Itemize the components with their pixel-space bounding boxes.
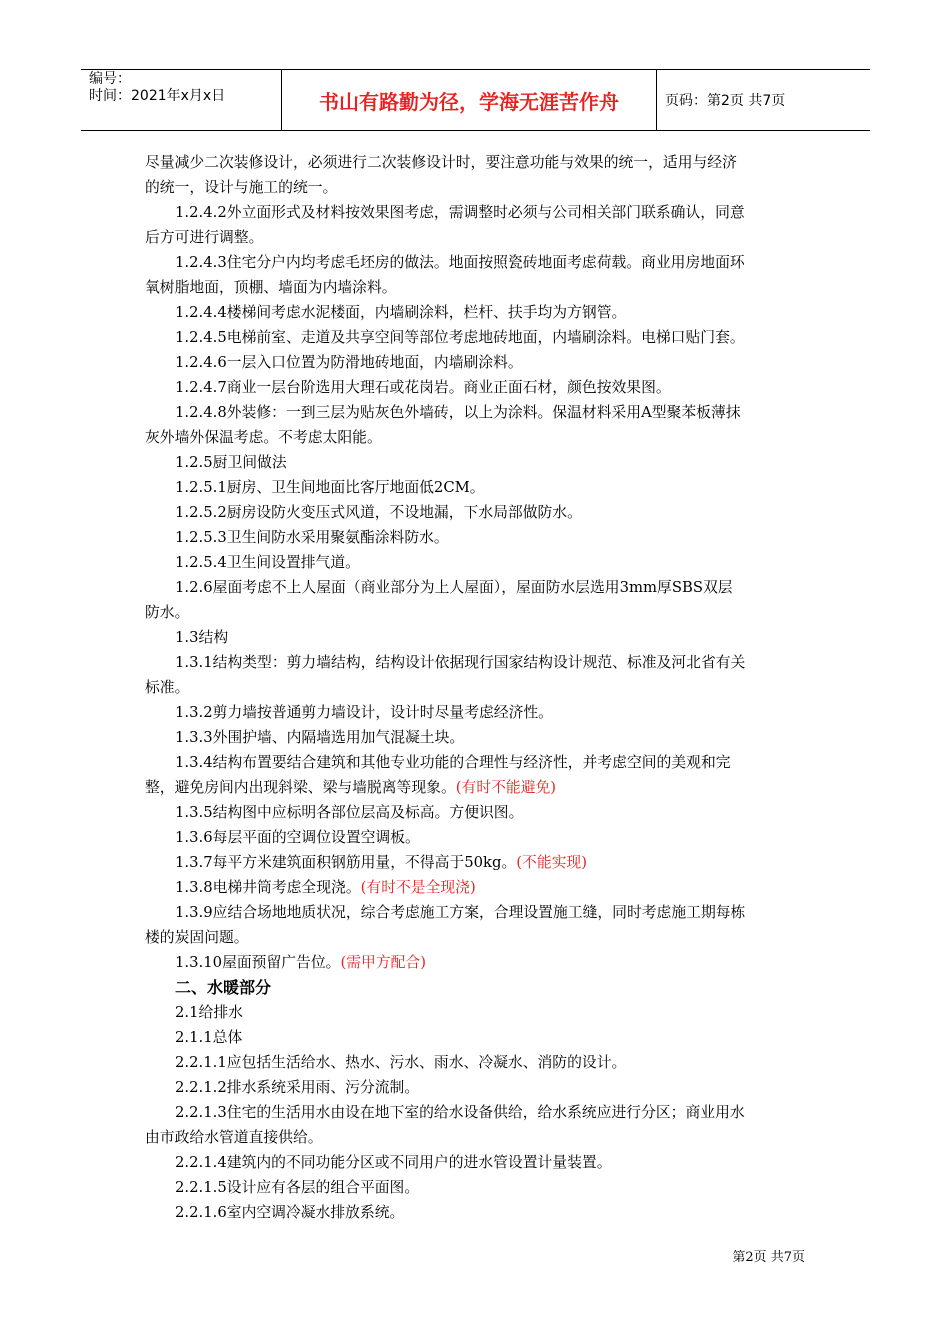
paragraph-text: 1.2.6屋面考虑不上人屋面（商业部分为上人屋面），屋面防水层选用3mm厚SBS双层	[175, 579, 733, 596]
annotation-note: (有时不能避免)	[455, 779, 557, 796]
paragraph-line	[145, 775, 808, 800]
paragraph-text: 2.2.1.1应包括生活给水、热水、污水、雨水、冷凝水、消防的设计。	[175, 1054, 627, 1071]
paragraph-line	[145, 825, 808, 850]
paragraph-line	[145, 950, 808, 975]
paragraph-line	[145, 325, 808, 350]
paragraph-line	[145, 275, 808, 300]
paragraph-text: 2.2.1.3住宅的生活用水由设在地下室的给水设备供给，给水系统应进行分区；商业用水	[175, 1104, 745, 1121]
paragraph-text: 1.2.4.2外立面形式及材料按效果图考虑，需调整时必须与公司相关部门联系确认，同意	[175, 204, 745, 221]
paragraph-line	[145, 400, 808, 425]
paragraph-line	[145, 375, 808, 400]
paragraph-text: 灰外墙外保温考虑。不考虑太阳能。	[145, 429, 382, 446]
paragraph-text: 整，避免房间内出现斜梁、梁与墙脱离等现象。	[145, 779, 456, 796]
paragraph-line	[145, 1200, 808, 1225]
paragraph-text: 由市政给水管道直接供给。	[145, 1129, 323, 1146]
paragraph-line	[145, 1150, 808, 1175]
paragraph-text: 1.3.9应结合场地地质状况，综合考虑施工方案，合理设置施工缝，同时考虑施工期每栋	[175, 904, 746, 921]
paragraph-text: 1.3.3外围护墙、内隔墙选用加气混凝土块。	[175, 729, 465, 746]
paragraph-text: 标准。	[145, 679, 190, 696]
paragraph-line	[145, 225, 808, 250]
annotation-note: (有时不是全现浇)	[360, 879, 476, 896]
paragraph-line	[145, 1000, 808, 1025]
paragraph-text: 1.3.2剪力墙按普通剪力墙设计，设计时尽量考虑经济性。	[175, 704, 553, 721]
paragraph-line	[145, 1025, 808, 1050]
header-divider	[656, 70, 657, 130]
paragraph-line	[145, 200, 808, 225]
paragraph-text: 1.2.5.2厨房设防火变压式风道，不设地漏，下水局部做防水。	[175, 504, 582, 521]
paragraph-text: 1.2.5.3卫生间防水采用聚氨酯涂料防水。	[175, 529, 449, 546]
paragraph-line	[145, 575, 808, 600]
paragraph-line	[145, 675, 808, 700]
paragraph-text: 后方可进行调整。	[145, 229, 264, 246]
paragraph-line	[145, 250, 808, 275]
paragraph-line	[145, 475, 808, 500]
annotation-note: (需甲方配合)	[340, 954, 426, 971]
document-number-label: 编号：	[89, 71, 131, 87]
paragraph-line	[145, 900, 808, 925]
paragraph-line	[145, 550, 808, 575]
paragraph-line	[145, 1175, 808, 1200]
paragraph-text: 1.2.5.1厨房、卫生间地面比客厅地面低2CM。	[175, 479, 485, 496]
paragraph-line	[145, 175, 808, 200]
header-table	[81, 69, 870, 131]
paragraph-text: 1.2.5厨卫间做法	[175, 454, 287, 471]
paragraph-text: 1.2.4.4楼梯间考虑水泥楼面，内墙刷涂料，栏杆、扶手均为方钢管。	[175, 304, 627, 321]
paragraph-text: 2.1.1总体	[175, 1029, 243, 1046]
paragraph-line	[145, 350, 808, 375]
paragraph-line	[145, 650, 808, 675]
paragraph-text: 1.3.4结构布置要结合建筑和其他专业功能的合理性与经济性，并考虑空间的美观和完	[175, 754, 731, 771]
paragraph-text: 1.2.4.7商业一层台阶选用大理石或花岗岩。商业正面石材，颜色按效果图。	[175, 379, 671, 396]
header-motto: 书山有路勤为径，学海无涯苦作舟	[319, 89, 619, 114]
paragraph-text: 防水。	[145, 604, 190, 621]
paragraph-text: 1.3.7每平方米建筑面积钢筋用量，不得高于50kg。	[175, 854, 517, 871]
paragraph-text: 楼的炭固问题。	[145, 929, 249, 946]
paragraph-text: 尽量减少二次装修设计，必须进行二次装修设计时，要注意功能与效果的统一，适用与经济	[145, 154, 737, 171]
paragraph-line	[145, 1075, 808, 1100]
paragraph-line	[145, 525, 808, 550]
paragraph-text: 1.3.6每层平面的空调位设置空调板。	[175, 829, 420, 846]
paragraph-text: 2.2.1.6室内空调冷凝水排放系统。	[175, 1204, 405, 1221]
page-footer: 第2页 共7页	[732, 1250, 805, 1265]
paragraph-line	[145, 600, 808, 625]
paragraph-line	[145, 750, 808, 775]
paragraph-line	[145, 875, 808, 900]
paragraph-text: 2.2.1.2排水系统采用雨、污分流制。	[175, 1079, 420, 1096]
paragraph-text: 1.3.10屋面预留广告位。	[175, 954, 341, 971]
paragraph-line	[145, 725, 808, 750]
paragraph-text: 1.2.4.3住宅分户内均考虑毛坯房的做法。地面按照瓷砖地面考虑荷载。商业用房地面环	[175, 254, 745, 271]
paragraph-line	[145, 150, 808, 175]
document-body	[145, 150, 808, 1225]
paragraph-line	[145, 800, 808, 825]
paragraph-line	[145, 1050, 808, 1075]
paragraph-line	[145, 450, 808, 475]
annotation-note: (不能实现)	[516, 854, 587, 871]
header-meta	[89, 71, 284, 129]
paragraph-text: 的统一，设计与施工的统一。	[145, 179, 338, 196]
paragraph-text: 1.3.1结构类型：剪力墙结构，结构设计依据现行国家结构设计规范、标准及河北省有关	[175, 654, 746, 671]
paragraph-text: 氧树脂地面，顶棚、墙面为内墙涂料。	[145, 279, 397, 296]
paragraph-text: 2.2.1.5设计应有各层的组合平面图。	[175, 1179, 420, 1196]
paragraph-text: 1.3.8电梯井筒考虑全现浇。	[175, 879, 361, 896]
paragraph-line	[145, 1125, 808, 1150]
document-date: 时间：2021年x月x日	[89, 88, 226, 104]
paragraph-line	[145, 1100, 808, 1125]
paragraph-line	[145, 850, 808, 875]
paragraph-line	[145, 425, 808, 450]
paragraph-text: 1.2.4.5电梯前室、走道及共享空间等部位考虑地砖地面，内墙刷涂料。电梯口贴门套。	[175, 329, 745, 346]
paragraph-text: 1.2.4.6一层入口位置为防滑地砖地面，内墙刷涂料。	[175, 354, 523, 371]
section-heading: 二、水暖部分	[175, 978, 272, 997]
paragraph-line	[145, 500, 808, 525]
paragraph-line	[145, 625, 808, 650]
paragraph-text: 1.3结构	[175, 629, 229, 646]
paragraph-text: 1.2.4.8外装修：一到三层为贴灰色外墙砖，以上为涂料。保温材料采用A型聚苯板薄抹	[175, 404, 741, 421]
paragraph-text: 2.1给排水	[175, 1004, 243, 1021]
paragraph-line	[145, 300, 808, 325]
paragraph-text: 2.2.1.4建筑内的不同功能分区或不同用户的进水管设置计量装置。	[175, 1154, 612, 1171]
header-page-info: 页码：第2页 共7页	[665, 93, 786, 109]
paragraph-line	[145, 925, 808, 950]
paragraph-text: 1.2.5.4卫生间设置排气道。	[175, 554, 360, 571]
paragraph-line	[145, 700, 808, 725]
paragraph-text: 1.3.5结构图中应标明各部位层高及标高。方便识图。	[175, 804, 524, 821]
